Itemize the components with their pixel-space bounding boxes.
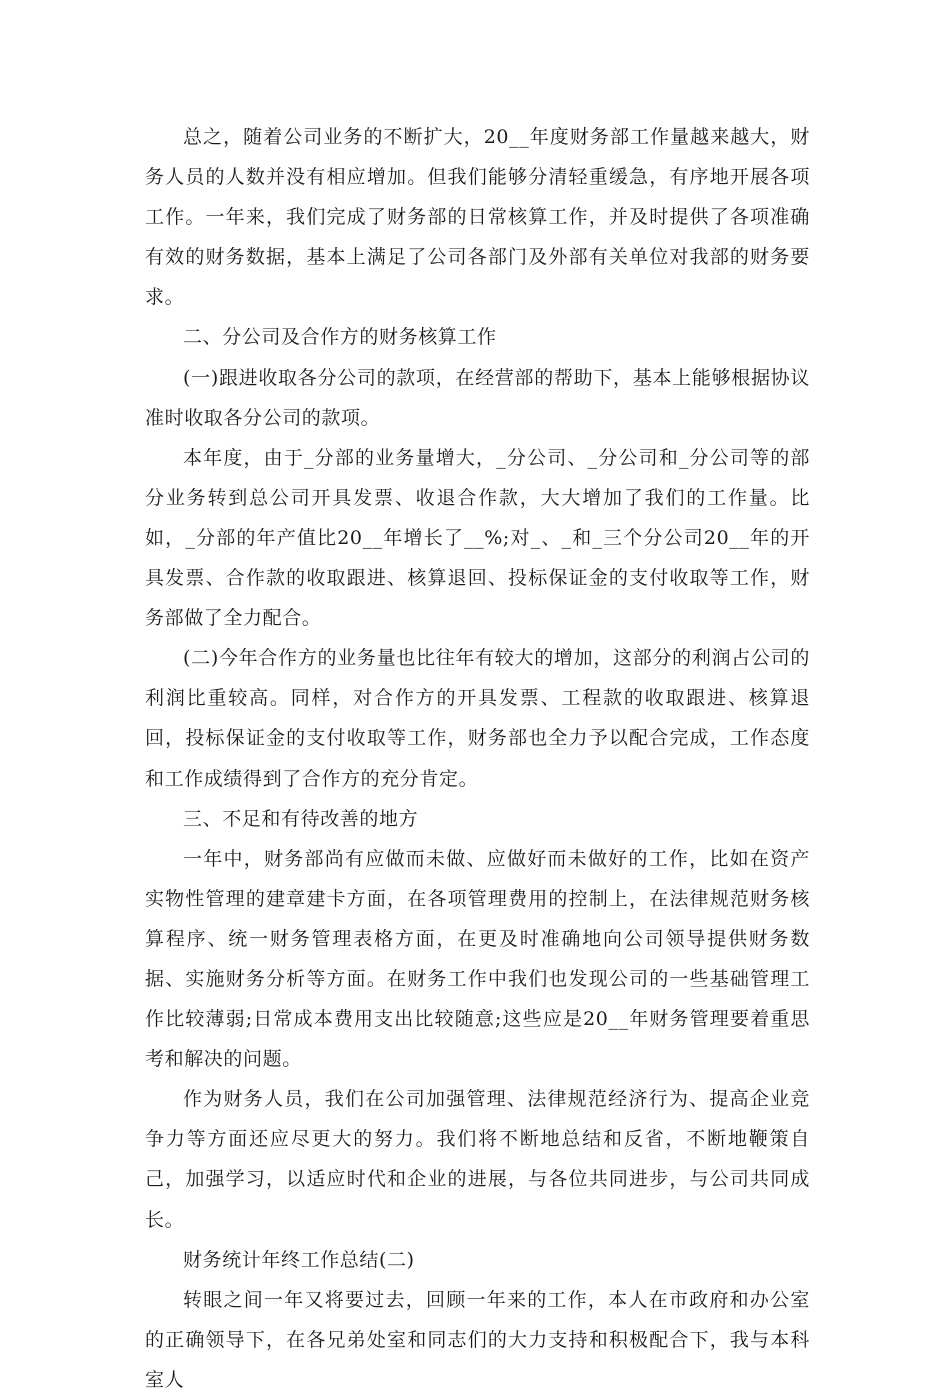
paragraph: 本年度，由于_分部的业务量增大，_分公司、_分公司和_分公司等的部分业务转到总公司开具发票、收退合作款，大大增加了我们的工作量。比如，_分部的年产值比20__年增长了__%;对_、_和_三个分公司20__年的开具发票、合作款的收取跟进、核算退回、投标保证金的支付收取等工作，财务部做了全力配合。 [145, 446, 810, 630]
paragraph: (一)跟进收取各分公司的款项，在经营部的帮助下，基本上能够根据协议准时收取各分公司的款项。 [145, 366, 810, 429]
paragraph: 一年中，财务部尚有应做而未做、应做好而未做好的工作，比如在资产实物性管理的建章建卡方面，在各项管理费用的控制上，在法律规范财务核算程序、统一财务管理表格方面，在更及时准确地向公司领导提供财务数据、实施财务分析等方面。在财务工作中我们也发现公司的一些基础管理工作比较薄弱;日常成本费用支出比较随意;这些应是20__年财务管理要着重思考和解决的问题。 [145, 847, 810, 1071]
paragraph: 转眼之间一年又将要过去，回顾一年来的工作，本人在市政府和办公室的正确领导下，在各兄弟处室和同志们的大力支持和积极配合下，我与本科室人 [145, 1288, 810, 1391]
paragraph: 作为财务人员，我们在公司加强管理、法律规范经济行为、提高企业竞争力等方面还应尽更大的努力。我们将不断地总结和反省，不断地鞭策自己，加强学习，以适应时代和企业的进展，与各位共同进步，与公司共同成长。 [145, 1088, 810, 1231]
paragraph: 总之，随着公司业务的不断扩大，20__年度财务部工作量越来越大，财务人员的人数并没有相应增加。但我们能够分清轻重缓急，有序地开展各项工作。一年来，我们完成了财务部的日常核算工作，并及时提供了各项准确有效的财务数据，基本上满足了公司各部门及外部有关单位对我部的财务要求。 [145, 126, 810, 309]
paragraph: (二)今年合作方的业务量也比往年有较大的增加，这部分的利润占公司的利润比重较高。同样，对合作方的开具发票、工程款的收取跟进、核算退回，投标保证金的支付收取等工作，财务部也全力予以配合完成，工作态度和工作成绩得到了合作方的充分肯定。 [145, 647, 810, 790]
document-title: 财务统计年终工作总结(二) [183, 1248, 415, 1271]
document-body [145, 117, 810, 1400]
section-heading: 二、分公司及合作方的财务核算工作 [183, 326, 497, 349]
section-heading: 三、不足和有待改善的地方 [183, 807, 419, 830]
